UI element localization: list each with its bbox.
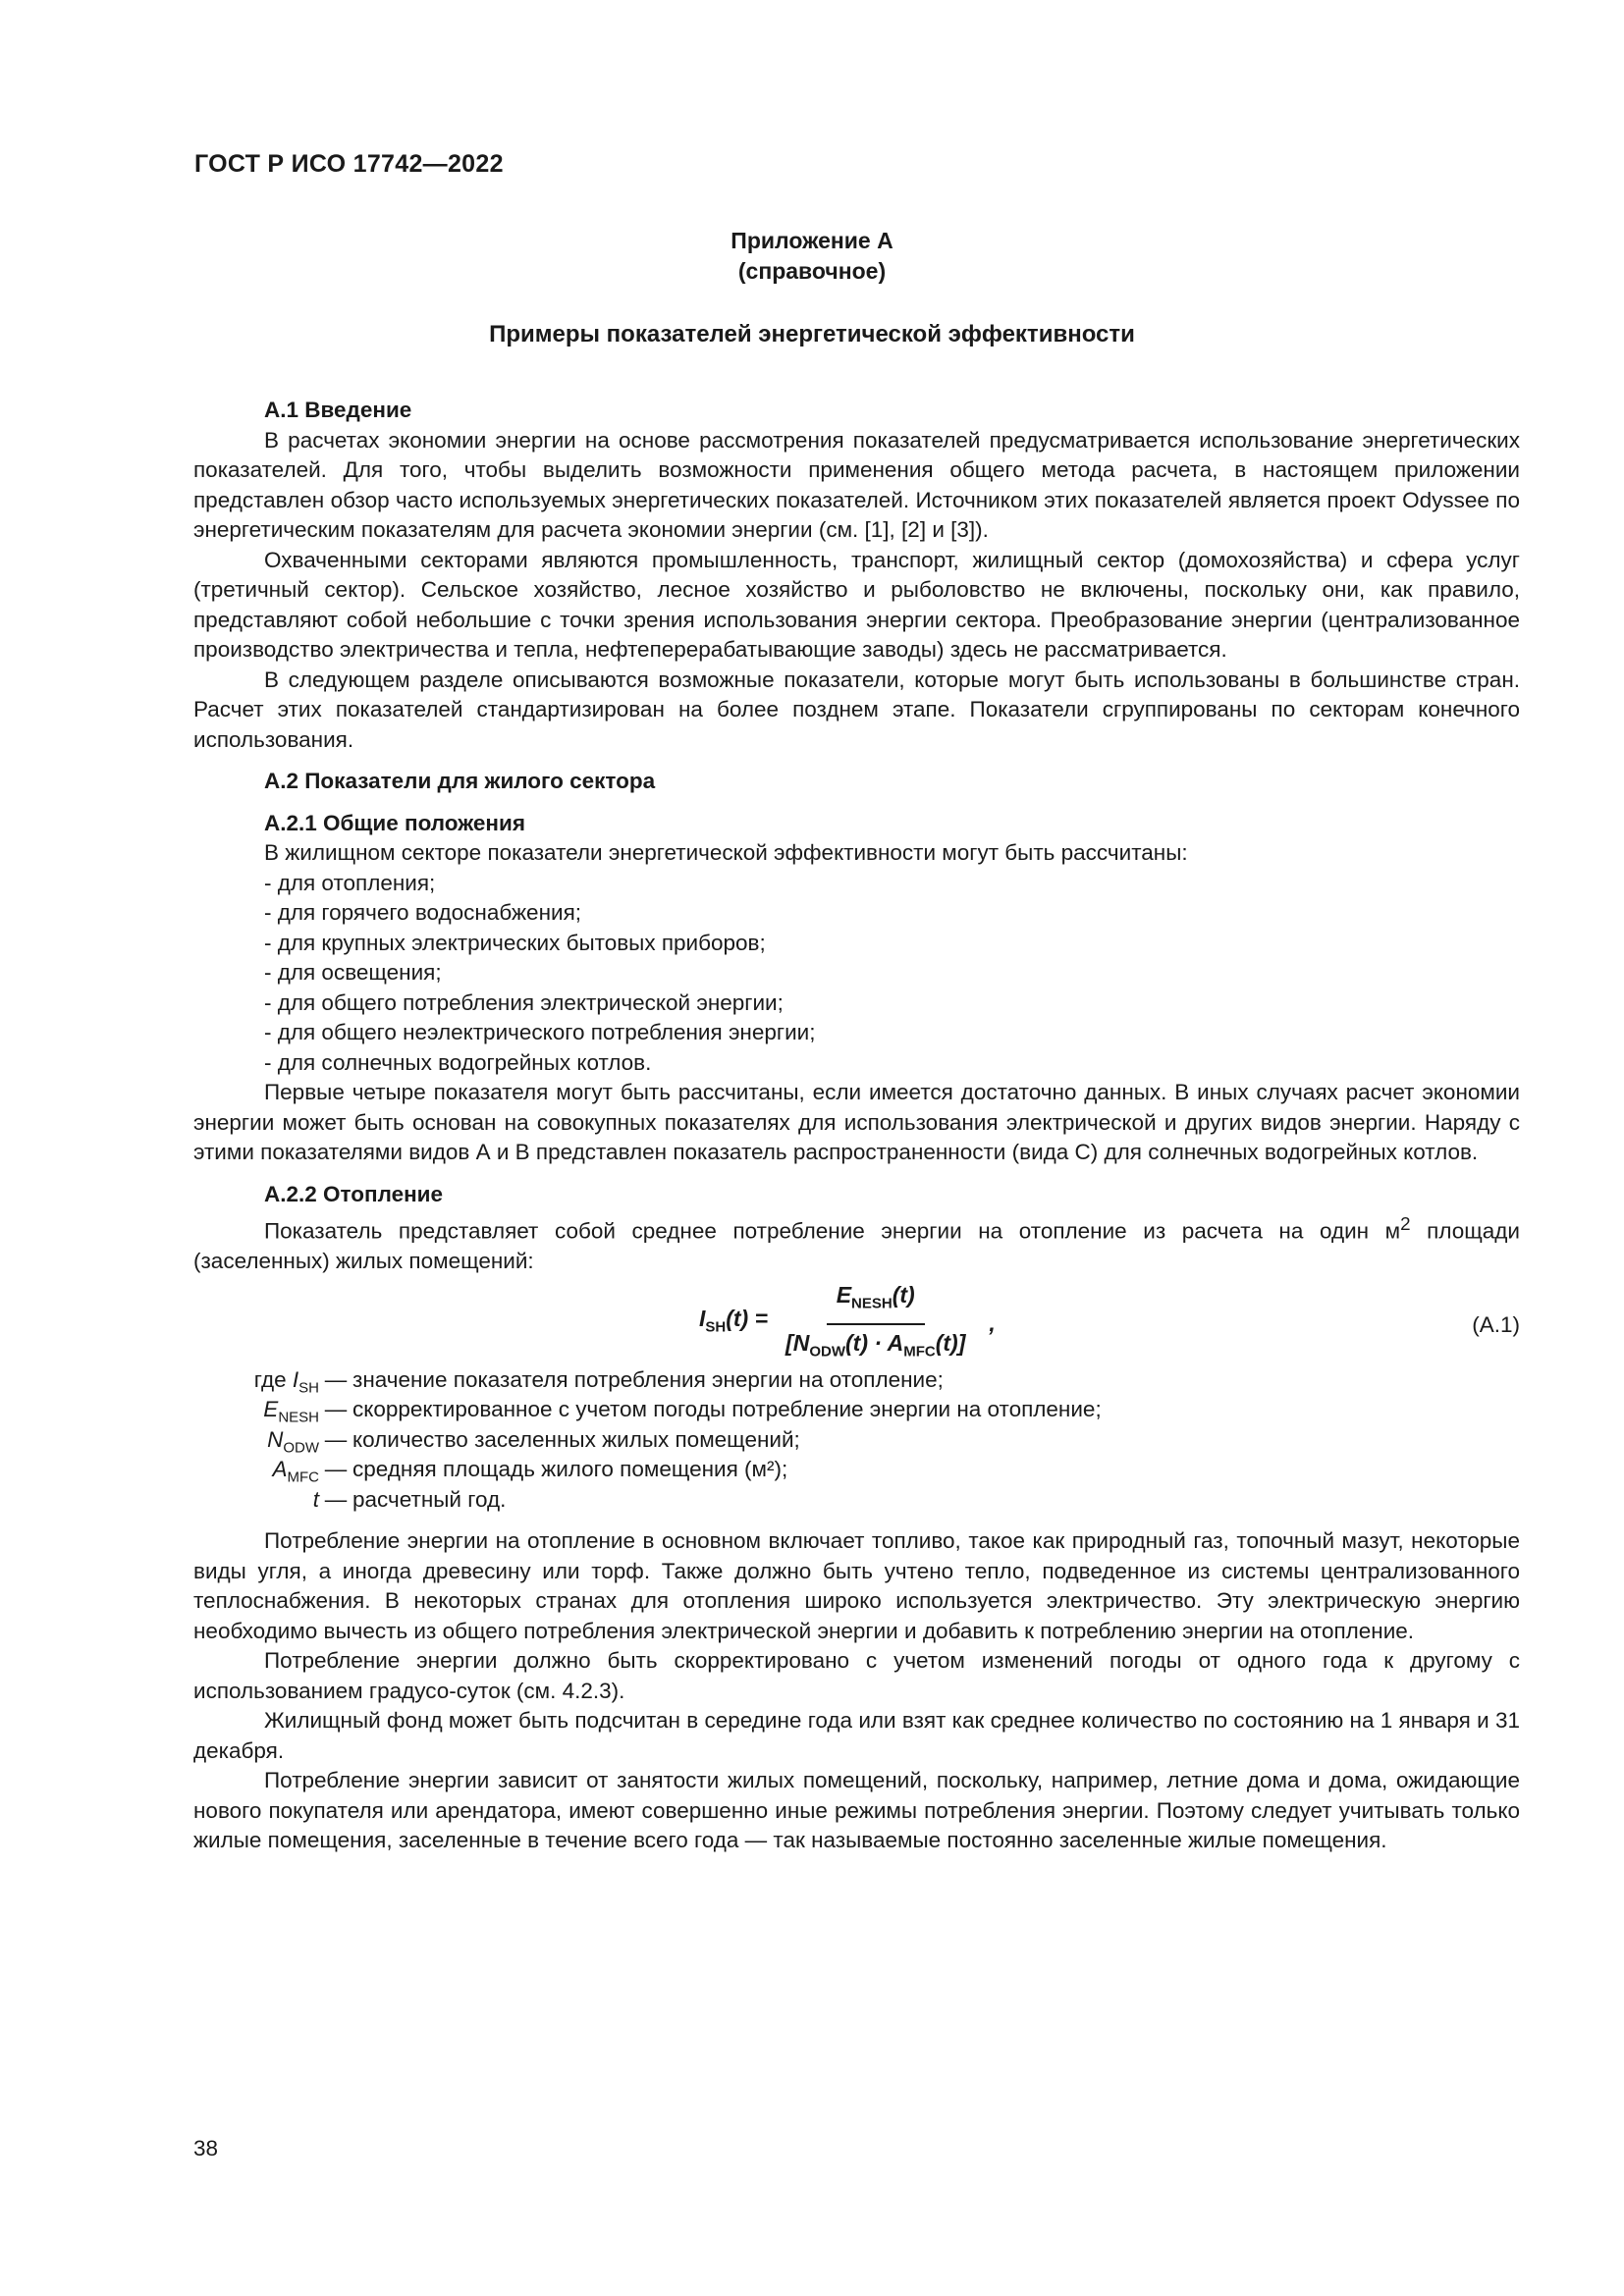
list-item: - для крупных электрических бытовых приборов;	[264, 930, 766, 955]
formula-numerator: $E_{NESH}(t)$	[827, 1280, 925, 1324]
annex-label: Приложение А	[731, 228, 893, 253]
paragraph: В следующем разделе описываются возможные показатели, которые могут быть использованы в большинстве стран. Расчет этих показателей стандартизирован на более позднем этапе. Показатели сгруппированы по секторам конечного использования.	[193, 667, 1520, 752]
section-heading-a2: А.2 Показатели для жилого сектора	[264, 769, 656, 793]
section-heading-a21: А.2.1 Общие положения	[264, 810, 525, 835]
page-number: 38	[193, 2136, 219, 2161]
formula-trailing-comma: ,	[989, 1310, 996, 1337]
annex-title: Примеры показателей энергетической эффективности	[489, 321, 1135, 347]
paragraph: Потребление энергии на отопление в основном включает топливо, такое как природный газ, топочный мазут, некоторые виды угля, а иногда древесину или торф. Также должно быть учтено тепло, подведенное из системы централизованного теплоснабжения. В некоторых странах для отопления широко используется электричество. Эту электрическую энергию необходимо вычесть из общего потребления электрической энергии и добавить к потреблению энергии на отопление.	[193, 1528, 1520, 1643]
paragraph: Показатель представляет собой среднее потребление энергии на отопление из расчета на один $м^2$ площади (заселенных) жилых помещений:	[193, 1213, 1520, 1273]
definition-row: $N_{ODW}$ — количество заселенных жилых помещений;	[267, 1426, 800, 1456]
standard-designation: ГОСТ Р ИСО 17742—2022	[194, 150, 504, 178]
paragraph: Охваченными секторами являются промышленность, транспорт, жилищный сектор (домохозяйства) и сфера услуг (третичный сектор). Сельское хозяйство, лесное хозяйство и рыболовство не включены, поскольку они, как правило, представляют собой небольшие с точки зрения использования энергии сектора. Преобразование энергии (централизованное производство электричества и тепла, нефтеперерабатывающие заводы) здесь не рассматривается.	[193, 547, 1520, 662]
formula-denominator: $[N_{ODW}(t) \cdot A_{MFC}(t)]$	[785, 1329, 966, 1361]
paragraph: Первые четыре показателя могут быть рассчитаны, если имеется достаточно данных. В иных случаях расчет экономии энергии может быть основан на совокупных показателях для использования электрической и других видов энергии. Наряду с этими показателями видов А и В представлен показатель распространенности (вида С) для солнечных водогрейных котлов.	[193, 1080, 1520, 1164]
annex-kind: (справочное)	[737, 258, 887, 284]
list-item: - для общего потребления электрической энергии;	[264, 989, 784, 1015]
paragraph: В жилищном секторе показатели энергетической эффективности могут быть рассчитаны:	[264, 840, 1188, 865]
formula	[699, 1282, 996, 1361]
definition-row: $A_{MFC}$ — средняя площадь жилого помещения (м²);	[272, 1457, 788, 1486]
list-item: - для отопления;	[264, 870, 436, 895]
definition-row: t — расчетный год.	[312, 1486, 507, 1512]
paragraph: Потребление энергии зависит от занятости жилых помещений, поскольку, например, летние дома и дома, ожидающие нового покупателя или арендатора, имеют совершенно иные режимы потребления энергии. Поэтому следует учитывать только жилые помещения, заселенные в течение всего года — так называемые постоянно заселенные жилые помещения.	[193, 1768, 1520, 1852]
bullet-list	[264, 869, 1520, 1079]
list-item: - для горячего водоснабжения;	[264, 900, 581, 925]
list-item: - для общего неэлектрического потребления энергии;	[264, 1020, 816, 1044]
paragraph: Потребление энергии должно быть скорректировано с учетом изменений погоды от одного года к другому с использованием градусо-суток (см. 4.2.3).	[193, 1648, 1520, 1703]
paragraph: Жилищный фонд может быть подсчитан в середине года или взят как среднее количество по состоянию на 1 января и 31 декабря.	[193, 1708, 1520, 1763]
definition-row: $E_{NESH}$ — скорректированное с учетом погоды потребление энергии на отопление;	[263, 1397, 1102, 1426]
definition-row: где $I_{SH}$ — значение показателя потребления энергии на отопление;	[253, 1366, 944, 1396]
formula-fraction	[776, 1280, 975, 1366]
equation-a1	[193, 1282, 1520, 1361]
list-item: - для солнечных водогрейных котлов.	[264, 1049, 652, 1075]
document-body	[193, 396, 1520, 1856]
variable-definitions	[193, 1365, 1520, 1516]
section-heading-a1: А.1 Введение	[264, 398, 412, 422]
formula-lhs: $I_{SH}(t)$ =	[699, 1306, 769, 1337]
annex-heading	[0, 226, 1624, 287]
section-heading-a22: А.2.2 Отопление	[264, 1181, 444, 1206]
equation-number: (А.1)	[1472, 1311, 1520, 1337]
paragraph: В расчетах экономии энергии на основе рассмотрения показателей предусматривается использование энергетических показателей. Для того, чтобы выделить возможности применения общего метода расчета, в настоящем приложении представлен обзор часто используемых энергетических показателей. Источником этих показателей является проект Odyssee по энергетическим показателям для расчета экономии энергии (см. [1], [2] и [3]).	[193, 427, 1520, 542]
list-item: - для освещения;	[264, 960, 442, 985]
